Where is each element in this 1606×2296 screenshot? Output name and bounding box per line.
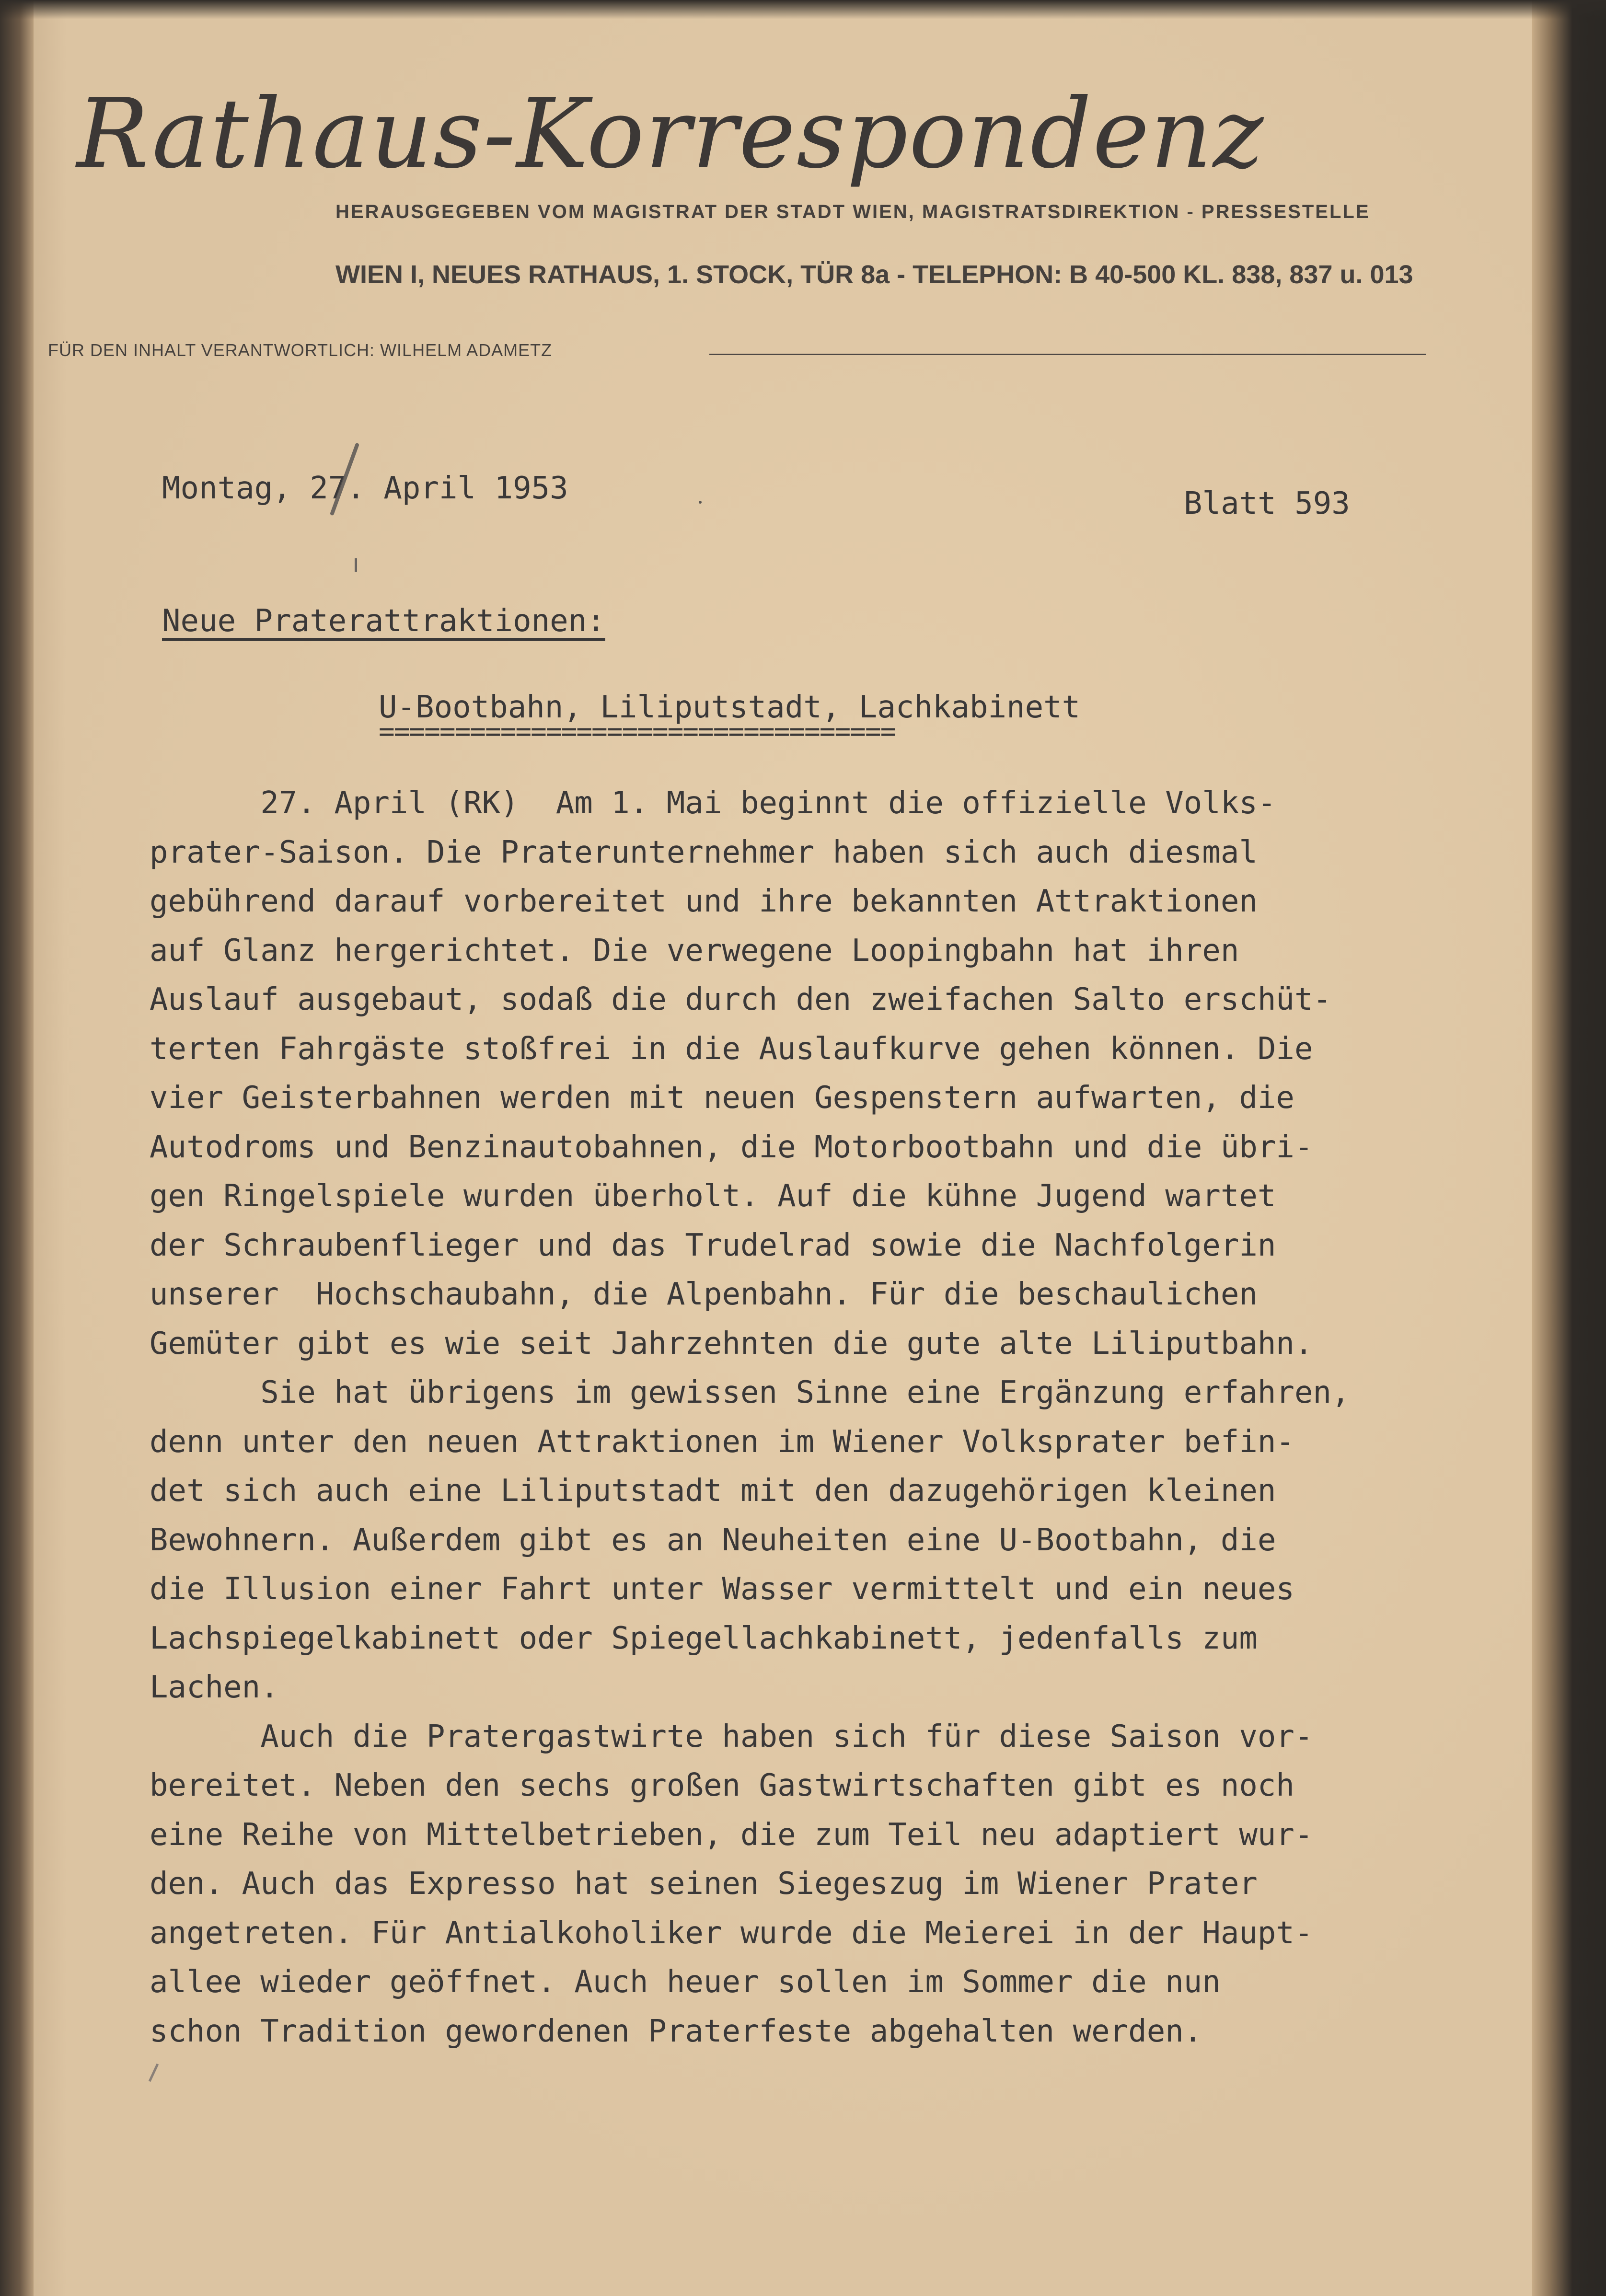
article-body [150,779,1463,2056]
article-line: gebührend darauf vorbereitet und ihre bekannten Attraktionen [150,884,1258,919]
article-line: den. Auch das Expresso hat seinen Siegeszug im Wiener Prater [150,1866,1258,1902]
article-line: Lachspiegelkabinett oder Spiegellachkabinett, jedenfalls zum [150,1620,1258,1656]
article-subtitle: U-Bootbahn, Liliputstadt, Lachkabinett [379,690,1081,725]
article-line: vier Geisterbahnen werden mit neuen Gespenstern aufwarten, die [150,1080,1294,1116]
masthead-title: Rathaus-Korrespondenz [77,78,1265,190]
article-line: terten Fahrgäste stoßfrei in die Auslaufkurve gehen können. Die [150,1031,1313,1067]
binding-edge [0,0,34,2296]
article-line: eine Reihe von Mittelbetrieben, die zum Teil neu adaptiert wur- [150,1817,1313,1853]
article-line: auf Glanz hergerichtet. Die verwegene Loopingbahn hat ihren [150,933,1239,969]
article-line: bereitet. Neben den sechs großen Gastwirtschaften gibt es noch [150,1768,1294,1803]
article-line: unserer Hochschaubahn, die Alpenbahn. Für die beschaulichen [150,1277,1258,1312]
article-line: Lachen. [150,1670,279,1705]
pencil-tick [355,558,357,572]
article-line: die Illusion einer Fahrt unter Wasser vermittelt und ein neues [150,1571,1294,1607]
article-line: det sich auch eine Liliputstadt mit den dazugehörigen kleinen [150,1473,1276,1509]
subtitle-double-rule: ================================== [379,716,896,747]
article-line: der Schraubenflieger und das Trudelrad sowie die Nachfolgerin [150,1227,1276,1263]
date-line: Montag, 27. April 1953 [162,471,568,506]
top-edge-shadow [0,0,1606,19]
responsible-line: FÜR DEN INHALT VERANTWORTLICH: WILHELM ADAMETZ [48,340,553,360]
article-line: Auslauf ausgebaut, sodaß die durch den zweifachen Salto erschüt- [150,982,1331,1017]
article-line: denn unter den neuen Attraktionen im Wiener Volksprater befin- [150,1424,1294,1460]
page-edge-shadow [1532,0,1606,2296]
article-line: allee wieder geöffnet. Auch heuer sollen im Sommer die nun [150,1964,1221,2000]
article-line: gen Ringelspiele wurden überholt. Auf die kühne Jugend wartet [150,1178,1276,1214]
article-title: Neue Praterattraktionen: [162,603,605,639]
pencil-mark [149,2064,159,2082]
article-line: Bewohnern. Außerdem gibt es an Neuheiten eine U-Bootbahn, die [150,1522,1276,1558]
article-line: 27. April (RK) Am 1. Mai beginnt die offizielle Volks- [150,785,1276,821]
article-line: schon Tradition gewordenen Praterfeste abgehalten werden. [150,2013,1202,2049]
article-line: Gemüter gibt es wie seit Jahrzehnten die gute alte Liliputbahn. [150,1326,1313,1361]
sheet-number: Blatt 593 [1184,486,1350,521]
article-line: angetreten. Für Antialkoholiker wurde die Meierei in der Haupt- [150,1915,1313,1951]
article-line: prater-Saison. Die Praterunternehmer haben sich auch diesmal [150,834,1258,870]
article-line: Autodroms und Benzinautobahnen, die Motorbootbahn und die übri- [150,1129,1313,1165]
address-line: WIEN I, NEUES RATHAUS, 1. STOCK, TÜR 8a - TELEPHON: B 40-500 KL. 838, 837 u. 013 [335,260,1413,289]
publisher-line: HERAUSGEGEBEN VOM MAGISTRAT DER STADT WIEN, MAGISTRATSDIREKTION - PRESSESTELLE [335,201,1370,222]
article-line: Auch die Pratergastwirte haben sich für diese Saison vor- [150,1719,1313,1754]
ink-dot [699,501,702,504]
letterhead-rule [709,354,1426,355]
article-line: Sie hat übrigens im gewissen Sinne eine Ergänzung erfahren, [150,1375,1350,1410]
